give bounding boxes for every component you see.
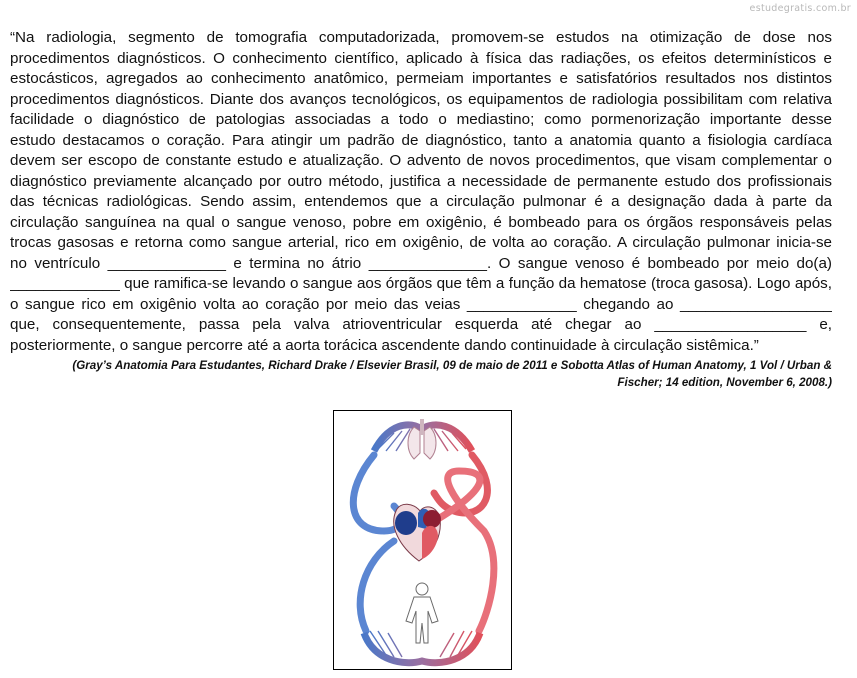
source-citation (40, 357, 832, 391)
passage-line: das técnicas radiológicas. Sendo assim, entendemos que a circulação pulmonar é a designação dada à parte da (10, 193, 832, 210)
passage-line: posteriormente, o sangue percorre até a aorta torácica ascendente dando continuidade à circulação sistêmica.” (10, 336, 759, 354)
question-passage (10, 28, 832, 356)
circulation-illustration (334, 411, 511, 669)
passage-line: devem ser escopo de constante estudo e atualização. O advento de novos procedimentos, que visam complementar o (10, 152, 832, 169)
site-watermark: estudegratis.com.br (749, 3, 851, 14)
passage-line: que, consequentemente, passa pela valva atrioventricular esquerda até chegar ao __________________ e, (10, 316, 832, 333)
passage-line: o sangue rico em oxigênio volta ao coração por meio das veias _____________ chegando ao __________________ (10, 295, 832, 313)
passage-line: no ventrículo ______________ e termina no átrio ______________. O sangue venoso é bombeado por meio do(a) (10, 254, 832, 272)
citation-line-1: (Gray’s Anatomia Para Estudantes, Richard Drake / Elsevier Brasil, 09 de maio de 2011 e Sobotta Atlas of Human Anatomy, 1 Vol / Urban & (72, 359, 832, 372)
circulation-diagram (333, 410, 512, 670)
passage-line: diagnóstico previamente alcançado por outro método, justifica a necessidade de permanente estudo dos profissionais (10, 172, 832, 190)
heart (394, 504, 441, 561)
systemic-loop-venous (360, 541, 394, 631)
body-capillary-bed (364, 631, 480, 663)
passage-line: _____________ que ramifica-se levando o sangue aos órgãos que têm a função da hematose (troca gasosa). Logo após, (10, 275, 832, 292)
passage-line: “Na radiologia, segmento de tomografia computadorizada, promovem-se estudos na otimização de dose nos (10, 29, 832, 46)
passage-line: trocas gasosas e retorna como sangue arterial, rico em oxigênio, de volta ao coração. A circulação pulmonar inicia-se (10, 234, 832, 251)
passage-line: circulação sanguínea na qual o sangue venoso, pobre em oxigênio, é bombeado para os órgãos responsáveis pelas (10, 213, 832, 231)
passage-line: facilidade o diagnóstico de patologias associadas a todo o mediastino; como pormenorização importante desse (10, 111, 832, 128)
lung-capillary-bed (374, 419, 472, 459)
human-figure-icon (406, 583, 438, 643)
passage-line: estocásticos, agregados ao conhecimento anatômico, permeiam importantes e satisfatórios resultados nos distintos (10, 70, 832, 87)
passage-line: estudo destacamos o coração. Para atingir um padrão de diagnóstico, tanto a anatomia quanto a fisiologia cardíaca (10, 131, 832, 149)
passage-line: procedimentos diagnósticos. Diante dos avanços tecnológicos, os equipamentos de radiologia possibilitam com relativa (10, 90, 832, 108)
passage-line: procedimentos diagnósticos. O conhecimento científico, aplicado à física das radiações, os efeitos determinísticos e (10, 49, 832, 67)
citation-line-2: Fischer; 14 edition, November 6, 2008.) (617, 376, 832, 389)
